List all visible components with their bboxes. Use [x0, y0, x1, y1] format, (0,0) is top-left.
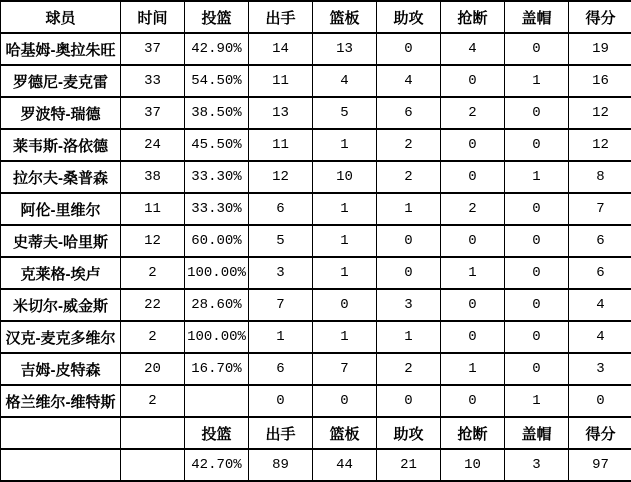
- stats-table-body: [1, 1, 631, 481]
- cell-rebounds: 1: [313, 321, 377, 353]
- cell-points: 8: [569, 161, 631, 193]
- cell-fga: 12: [249, 161, 313, 193]
- header-cell-steals: 抢断: [441, 417, 505, 449]
- cell-fga: 11: [249, 65, 313, 97]
- header-cell-player: 球员: [1, 1, 121, 33]
- cell-player: 格兰维尔-维特斯: [1, 385, 121, 417]
- cell-steals: 1: [441, 353, 505, 385]
- cell-steals: 0: [441, 385, 505, 417]
- cell-assists: 0: [377, 225, 441, 257]
- cell-minutes: 38: [121, 161, 185, 193]
- cell-rebounds: 0: [313, 385, 377, 417]
- cell-minutes: 24: [121, 129, 185, 161]
- cell-minutes: [121, 449, 185, 481]
- cell-points: 19: [569, 33, 631, 65]
- cell-fg-pct: [185, 385, 249, 417]
- header-cell-player: [1, 417, 121, 449]
- header-cell-minutes: [121, 417, 185, 449]
- cell-player: 史蒂夫-哈里斯: [1, 225, 121, 257]
- cell-assists: 0: [377, 385, 441, 417]
- cell-blocks: 0: [505, 193, 569, 225]
- cell-assists: 3: [377, 289, 441, 321]
- cell-minutes: 37: [121, 33, 185, 65]
- cell-assists: 1: [377, 193, 441, 225]
- cell-player: 吉姆-皮特森: [1, 353, 121, 385]
- header-cell-fga: 出手: [249, 1, 313, 33]
- cell-fg-pct: 100.00%: [185, 321, 249, 353]
- cell-fg-pct: 28.60%: [185, 289, 249, 321]
- cell-steals: 2: [441, 193, 505, 225]
- header-cell-rebounds: 篮板: [313, 1, 377, 33]
- summary-label-row: [1, 417, 631, 449]
- player-row: [1, 385, 631, 417]
- summary-value-row: [1, 449, 631, 481]
- cell-fg-pct: 33.30%: [185, 193, 249, 225]
- cell-assists: 21: [377, 449, 441, 481]
- cell-minutes: 2: [121, 385, 185, 417]
- header-cell-fg-pct: 投篮: [185, 417, 249, 449]
- cell-blocks: 1: [505, 385, 569, 417]
- cell-minutes: 11: [121, 193, 185, 225]
- cell-player: 米切尔-威金斯: [1, 289, 121, 321]
- cell-minutes: 37: [121, 97, 185, 129]
- header-cell-fga: 出手: [249, 417, 313, 449]
- cell-minutes: 22: [121, 289, 185, 321]
- player-row: [1, 97, 631, 129]
- cell-points: 7: [569, 193, 631, 225]
- header-cell-steals: 抢断: [441, 1, 505, 33]
- header-cell-minutes: 时间: [121, 1, 185, 33]
- header-cell-points: 得分: [569, 417, 631, 449]
- player-row: [1, 129, 631, 161]
- cell-points: 0: [569, 385, 631, 417]
- cell-fga: 89: [249, 449, 313, 481]
- cell-points: 97: [569, 449, 631, 481]
- cell-fg-pct: 45.50%: [185, 129, 249, 161]
- cell-assists: 6: [377, 97, 441, 129]
- cell-points: 4: [569, 289, 631, 321]
- header-cell-blocks: 盖帽: [505, 417, 569, 449]
- cell-player: 阿伦-里维尔: [1, 193, 121, 225]
- cell-blocks: 0: [505, 353, 569, 385]
- cell-points: 3: [569, 353, 631, 385]
- cell-player: 拉尔夫-桑普森: [1, 161, 121, 193]
- cell-minutes: 33: [121, 65, 185, 97]
- player-row: [1, 193, 631, 225]
- cell-steals: 0: [441, 225, 505, 257]
- cell-points: 16: [569, 65, 631, 97]
- cell-steals: 0: [441, 65, 505, 97]
- cell-rebounds: 0: [313, 289, 377, 321]
- player-row: [1, 353, 631, 385]
- cell-fg-pct: 60.00%: [185, 225, 249, 257]
- cell-points: 6: [569, 225, 631, 257]
- player-row: [1, 33, 631, 65]
- cell-rebounds: 10: [313, 161, 377, 193]
- cell-points: 6: [569, 257, 631, 289]
- cell-minutes: 2: [121, 321, 185, 353]
- cell-steals: 2: [441, 97, 505, 129]
- cell-rebounds: 44: [313, 449, 377, 481]
- cell-fga: 14: [249, 33, 313, 65]
- cell-steals: 0: [441, 289, 505, 321]
- cell-player: 莱韦斯-洛依德: [1, 129, 121, 161]
- cell-rebounds: 4: [313, 65, 377, 97]
- cell-fg-pct: 54.50%: [185, 65, 249, 97]
- cell-assists: 2: [377, 161, 441, 193]
- header-cell-fg-pct: 投篮: [185, 1, 249, 33]
- cell-fg-pct: 38.50%: [185, 97, 249, 129]
- cell-rebounds: 7: [313, 353, 377, 385]
- cell-steals: 1: [441, 257, 505, 289]
- cell-blocks: 0: [505, 321, 569, 353]
- cell-rebounds: 5: [313, 97, 377, 129]
- cell-blocks: 0: [505, 289, 569, 321]
- cell-assists: 4: [377, 65, 441, 97]
- cell-steals: 0: [441, 129, 505, 161]
- cell-steals: 0: [441, 161, 505, 193]
- player-row: [1, 161, 631, 193]
- cell-assists: 1: [377, 321, 441, 353]
- cell-rebounds: 1: [313, 129, 377, 161]
- cell-blocks: 0: [505, 225, 569, 257]
- player-row: [1, 321, 631, 353]
- cell-fga: 6: [249, 193, 313, 225]
- cell-fga: 11: [249, 129, 313, 161]
- cell-blocks: 1: [505, 65, 569, 97]
- cell-minutes: 20: [121, 353, 185, 385]
- cell-points: 12: [569, 97, 631, 129]
- player-row: [1, 225, 631, 257]
- header-cell-blocks: 盖帽: [505, 1, 569, 33]
- cell-blocks: 1: [505, 161, 569, 193]
- cell-fg-pct: 16.70%: [185, 353, 249, 385]
- player-row: [1, 65, 631, 97]
- cell-fga: 13: [249, 97, 313, 129]
- cell-rebounds: 13: [313, 33, 377, 65]
- player-row: [1, 257, 631, 289]
- cell-blocks: 3: [505, 449, 569, 481]
- cell-player: [1, 449, 121, 481]
- cell-fg-pct: 42.70%: [185, 449, 249, 481]
- cell-fg-pct: 33.30%: [185, 161, 249, 193]
- cell-player: 克莱格-埃卢: [1, 257, 121, 289]
- cell-blocks: 0: [505, 33, 569, 65]
- header-cell-rebounds: 篮板: [313, 417, 377, 449]
- cell-steals: 0: [441, 321, 505, 353]
- cell-player: 罗德尼-麦克雷: [1, 65, 121, 97]
- cell-fga: 3: [249, 257, 313, 289]
- cell-assists: 0: [377, 257, 441, 289]
- cell-fg-pct: 100.00%: [185, 257, 249, 289]
- cell-fga: 7: [249, 289, 313, 321]
- cell-assists: 2: [377, 129, 441, 161]
- cell-assists: 2: [377, 353, 441, 385]
- cell-rebounds: 1: [313, 193, 377, 225]
- cell-minutes: 2: [121, 257, 185, 289]
- cell-fga: 5: [249, 225, 313, 257]
- cell-player: 罗波特-瑞德: [1, 97, 121, 129]
- column-header-row: [1, 1, 631, 33]
- cell-player: 哈基姆-奥拉朱旺: [1, 33, 121, 65]
- header-cell-points: 得分: [569, 1, 631, 33]
- player-row: [1, 289, 631, 321]
- cell-blocks: 0: [505, 97, 569, 129]
- cell-fga: 6: [249, 353, 313, 385]
- cell-blocks: 0: [505, 257, 569, 289]
- cell-fga: 1: [249, 321, 313, 353]
- header-cell-assists: 助攻: [377, 1, 441, 33]
- cell-points: 4: [569, 321, 631, 353]
- cell-rebounds: 1: [313, 225, 377, 257]
- cell-steals: 4: [441, 33, 505, 65]
- cell-steals: 10: [441, 449, 505, 481]
- cell-blocks: 0: [505, 129, 569, 161]
- cell-fga: 0: [249, 385, 313, 417]
- cell-assists: 0: [377, 33, 441, 65]
- cell-points: 12: [569, 129, 631, 161]
- cell-player: 汉克-麦克多维尔: [1, 321, 121, 353]
- cell-fg-pct: 42.90%: [185, 33, 249, 65]
- cell-minutes: 12: [121, 225, 185, 257]
- header-cell-assists: 助攻: [377, 417, 441, 449]
- cell-rebounds: 1: [313, 257, 377, 289]
